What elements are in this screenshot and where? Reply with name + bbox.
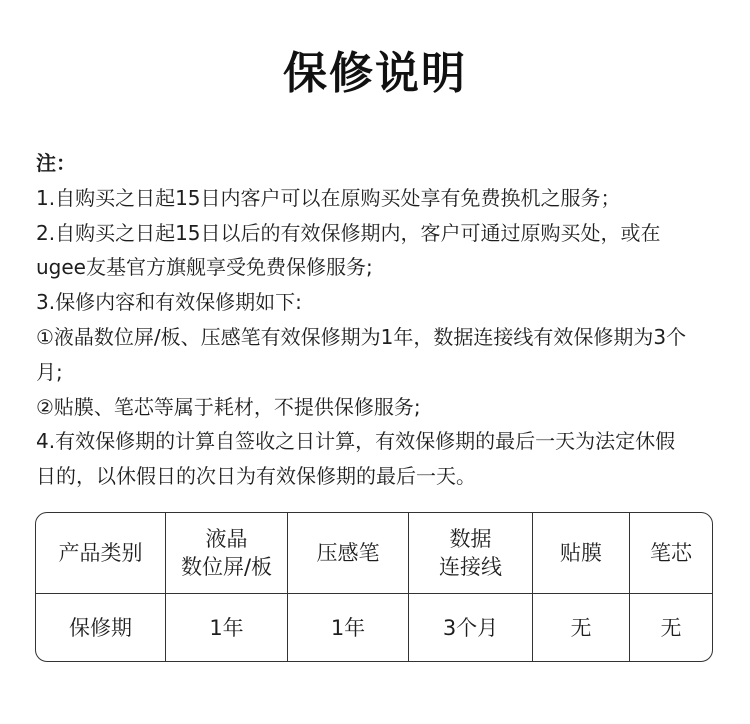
- note-line: ugee友基官方旗舰享受免费保修服务;: [36, 255, 373, 280]
- warranty-table: [35, 512, 713, 662]
- cell-value: 1年: [330, 616, 366, 640]
- table-cell: [409, 594, 533, 663]
- cell-value: 3个月: [442, 616, 499, 640]
- table-header-cell: [533, 513, 630, 594]
- cell-value: 无: [660, 616, 682, 640]
- header-label: 数据 连接线: [439, 527, 502, 579]
- page-title: 保修说明: [283, 48, 467, 99]
- table-cell: [533, 594, 630, 663]
- header-label: 笔芯: [650, 541, 692, 565]
- table-cell: [36, 594, 166, 663]
- cell-value: 保修期: [69, 616, 132, 640]
- notes-label: 注：: [36, 151, 76, 175]
- header-label: 液晶 数位屏/板: [180, 527, 273, 579]
- table-header-cell: [36, 513, 166, 594]
- table-header-cell: [288, 513, 409, 594]
- table-cell: [288, 594, 409, 663]
- note-line: 2.自购买之日起15日以后的有效保修期内，客户可通过原购买处，或在: [36, 220, 661, 245]
- note-line: 1.自购买之日起15日内客户可以在原购买处享有免费换机之服务；: [36, 185, 621, 210]
- note-line: 4.有效保修期的计算自签收之日计算，有效保修期的最后一天为法定休假: [36, 429, 676, 454]
- warranty-notes: [36, 146, 726, 494]
- table-header-cell: [409, 513, 533, 594]
- header-label: 压感笔: [316, 541, 380, 565]
- note-line: ①液晶数位屏/板、压感笔有效保修期为1年，数据连接线有效保修期为3个: [36, 324, 687, 349]
- table-header-cell: [166, 513, 288, 594]
- note-line: 月;: [36, 359, 63, 384]
- header-label: 贴膜: [560, 541, 602, 565]
- header-label: 产品类别: [58, 541, 143, 565]
- table-cell: [630, 594, 713, 663]
- note-line: 3.保修内容和有效保修期如下:: [36, 290, 302, 315]
- table-row: [36, 594, 712, 663]
- cell-value: 1年: [209, 616, 244, 640]
- table-cell: [166, 594, 288, 663]
- note-line: 日的，以休假日的次日为有效保修期的最后一天。: [36, 464, 476, 489]
- table-header-row: [36, 513, 712, 594]
- cell-value: 无: [570, 616, 592, 640]
- note-line: ②贴膜、笔芯等属于耗材，不提供保修服务;: [36, 394, 421, 419]
- table-header-cell: [630, 513, 713, 594]
